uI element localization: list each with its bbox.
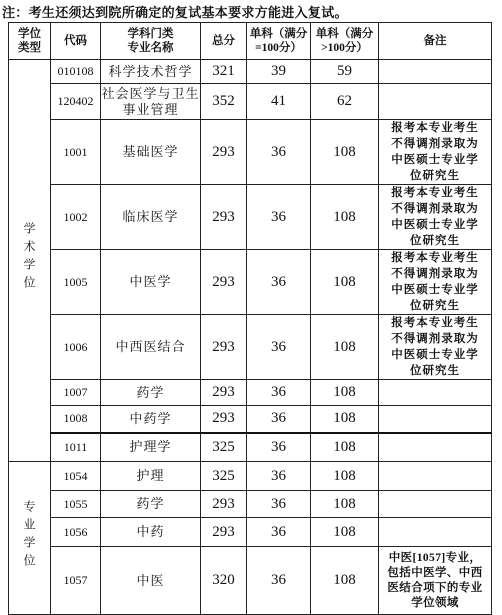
single-100-cell: 36 [247,491,311,518]
code-cell: 1005 [51,250,101,315]
major-name-cell [101,250,201,315]
major-name-cell [101,315,201,380]
single-gt100-cell: 108 [311,406,379,433]
major-name-line: 科学技术哲学 [108,63,193,79]
remark-line: 医结合项下的专业 [387,581,483,594]
single-100-cell: 36 [247,120,311,185]
code-cell: 1056 [51,518,101,547]
major-name-cell [101,60,201,84]
header-major [101,23,201,60]
single-gt100-cell: 108 [311,491,379,518]
header-row [9,23,492,60]
table-row [9,84,492,120]
major-name-cell [101,433,201,462]
single-gt100-cell: 108 [311,547,379,615]
remark-cell [379,518,492,547]
remark-cell [379,462,492,491]
total-score-cell: 352 [201,84,247,120]
header-degree-type-line: 类型 [18,42,41,54]
header-major-line: 专业名称 [127,42,174,54]
code-cell: 010108 [51,60,101,84]
single-gt100-cell: 108 [311,185,379,250]
remark-line: 报考本专业考生 [391,122,479,134]
code-cell: 1055 [51,491,101,518]
total-score-cell: 325 [201,462,247,491]
major-name-line: 中药 [136,524,165,539]
note-text: 注：考生还须达到院所确定的复试基本要求方能进入复试。 [2,5,348,20]
code-cell: 1002 [51,185,101,250]
major-name-cell [101,547,201,615]
single-100-cell: 36 [247,547,311,615]
single-100-cell: 36 [247,315,311,380]
remark-cell [379,380,492,406]
total-score-cell: 293 [201,406,247,433]
single-gt100-cell: 108 [311,380,379,406]
single-100-cell: 36 [247,406,311,433]
header-single-gt100 [311,23,379,60]
major-name-line: 护理 [136,468,165,483]
table-row [9,315,492,380]
code-cell: 1006 [51,315,101,380]
table-row [9,380,492,406]
degree-type-cell [9,60,51,462]
table-row [9,518,492,547]
major-name-line: 中西医结合 [115,339,186,354]
single-gt100-cell: 108 [311,433,379,462]
remark-cell [379,250,492,315]
remark-line: 位研究生 [410,300,460,312]
table-row [9,185,492,250]
header-single-100-line: =100分） [255,42,302,54]
header-total: 总分 [201,23,247,60]
remark-cell [379,406,492,433]
total-score-cell: 293 [201,185,247,250]
remark-line: 中医硕士专业学 [391,219,479,231]
major-name-line: 中药学 [129,410,172,426]
header-single-100 [247,23,311,60]
table-row [9,60,492,84]
single-100-cell: 39 [247,60,311,84]
major-name-line: 基础医学 [122,144,179,159]
code-cell: 1054 [51,462,101,491]
single-100-cell: 41 [247,84,311,120]
major-name-cell [101,380,201,406]
single-100-cell: 36 [247,250,311,315]
single-gt100-cell: 108 [311,518,379,547]
major-name-cell [101,120,201,185]
degree-type-label: 专业学位 [22,499,36,572]
remark-cell [379,315,492,380]
single-gt100-cell: 59 [311,60,379,84]
requirements-table [8,22,492,615]
major-name-cell [101,518,201,547]
table-row [9,406,492,433]
single-gt100-cell: 108 [311,462,379,491]
single-gt100-cell: 62 [311,84,379,120]
header-remark: 备注 [379,23,492,60]
header-single-100-line: 单科（满分 [249,28,308,40]
total-score-cell: 320 [201,547,247,615]
table-row [9,433,492,462]
remark-cell [379,120,492,185]
remark-line: 报考本专业考生 [391,317,479,329]
single-gt100-cell: 108 [311,315,379,380]
remark-line: 报考本专业考生 [391,252,479,264]
code-cell: 1007 [51,380,101,406]
remark-cell [379,84,492,120]
remark-line: 报考本专业考生 [391,187,479,199]
single-gt100-cell: 108 [311,250,379,315]
remark-line: 不得调剂录取为 [391,333,479,345]
header-degree-type-line: 学位 [18,28,41,40]
degree-type-cell [9,462,51,615]
remark-cell [379,185,492,250]
table-header [9,23,492,60]
major-name-cell [101,406,201,433]
remark-line: 学位领域 [411,596,459,609]
total-score-cell: 293 [201,250,247,315]
remark-line: 中医[1057]专业， [388,551,482,564]
header-code: 代码 [51,23,101,60]
remark-line: 包括中医学、中西 [387,566,483,579]
single-gt100-cell: 108 [311,120,379,185]
major-name-line: 药学 [136,384,165,400]
code-cell: 120402 [51,84,101,120]
table-row [9,250,492,315]
major-name-line: 社会医学与卫生 [101,85,200,101]
code-cell: 1001 [51,120,101,185]
remark-line: 中医硕士专业学 [391,349,479,361]
header-single-gt100-line: 单科（满分 [315,28,374,40]
major-name-line: 中医 [136,572,165,588]
single-100-cell: 36 [247,380,311,406]
remark-cell [379,60,492,84]
major-name-cell [101,84,201,120]
major-name-cell [101,491,201,518]
remark-cell [379,547,492,615]
total-score-cell: 293 [201,315,247,380]
remark-line: 位研究生 [410,235,460,247]
single-100-cell: 36 [247,462,311,491]
remark-line: 位研究生 [410,365,460,377]
table-body [9,60,492,615]
total-score-cell: 321 [201,60,247,84]
major-name-cell [101,462,201,491]
total-score-cell: 293 [201,120,247,185]
major-name-line: 中医学 [129,274,172,289]
remark-cell [379,433,492,462]
remark-line: 中医硕士专业学 [391,284,479,296]
table-row [9,491,492,518]
remark-line: 不得调剂录取为 [391,203,479,215]
header-degree-type [9,23,51,60]
table-row [9,462,492,491]
total-score-cell: 293 [201,491,247,518]
single-100-cell: 36 [247,433,311,462]
remark-line: 位研究生 [410,170,460,182]
header-major-line: 学科门类 [127,28,174,40]
single-100-cell: 36 [247,185,311,250]
remark-line: 中医硕士专业学 [391,154,479,166]
header-single-gt100-line: >100分） [321,42,368,54]
major-name-line: 事业管理 [122,101,179,117]
remark-cell [379,491,492,518]
degree-type-label: 学术学位 [22,222,36,294]
major-name-line: 临床医学 [122,209,179,224]
table-row [9,547,492,615]
remark-line: 不得调剂录取为 [391,138,479,150]
major-name-line: 护理学 [129,439,172,455]
table-row [9,120,492,185]
single-100-cell: 36 [247,518,311,547]
code-cell: 1057 [51,547,101,615]
total-score-cell: 325 [201,433,247,462]
remark-line: 不得调剂录取为 [391,268,479,280]
code-cell: 1011 [51,433,101,462]
total-score-cell: 293 [201,380,247,406]
major-name-cell [101,185,201,250]
major-name-line: 药学 [136,496,165,511]
total-score-cell: 293 [201,518,247,547]
code-cell: 1008 [51,406,101,433]
